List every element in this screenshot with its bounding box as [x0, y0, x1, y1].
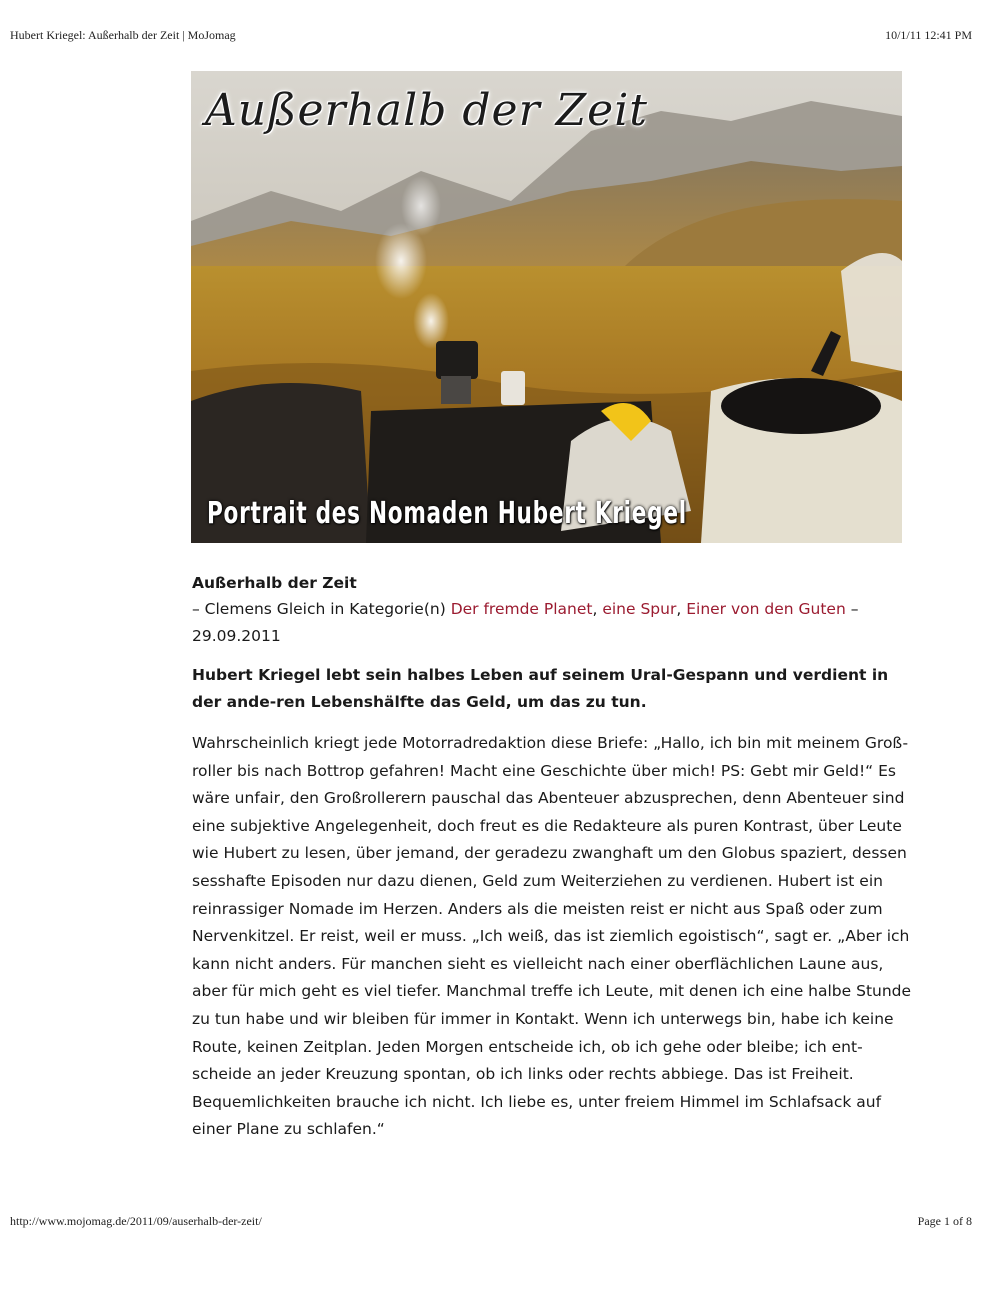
landscape-illustration	[191, 71, 902, 543]
article-lead: Hubert Kriegel lebt sein halbes Leben auf seinem Ural-Gespann und verdient in der ande-ren Lebenshälfte das Geld, um das zu tun.	[192, 666, 889, 711]
article-body: Wahrscheinlich kriegt jede Motorradredaktion diese Briefe: „Hallo, ich bin mit meinem Groß-roller bis nach Bottrop gefahren! Macht eine Geschichte über mich! PS: Gebt mir Geld!“ Es wäre unfair, den Großrollerern pauschal das Abenteuer abzusprechen, denn Abenteuer sind eine subjektive Angelegenheit, doch freut es die Redakteure als puren Kontrast, über Leute wie Hubert zu lesen, über jemand, der geradezu zwanghaft um den Globus spaziert, dessen sesshafte Episoden nur dazu dienen, Geld zum Weiterziehen zu verdienen. Hubert ist ein reinrassiger Nomade im Herzen. Anders als die meisten reist er nicht aus Spaß oder zum Nervenkitzel. Er reist, weil er muss. „Ich weiß, das ist ziemlich egoistisch“, sagt er. „Aber ich kann nicht anders. Für manchen sieht es vielleicht nach einer oberflächlichen Laune aus, aber für mich geht es viel tiefer. Manchmal treffe ich Leute, mit denen ich eine halbe Stunde zu tun habe und wir bleiben für immer in Kontakt. Wenn ich unterwegs bin, habe ich keine Route, keinen Zeitplan. Jeden Morgen entscheide ich, ob ich gehe oder bleibe; ich ent-scheide an jeder Kreuzung spontan, ob ich links oder rechts abbiege. Das ist Freiheit. Bequemlichkeiten brauche ich nicht. Ich liebe es, unter freiem Himmel im Schlafsack auf einer Plane zu schlafen.“	[192, 734, 912, 1139]
page-url: http://www.mojomag.de/2011/09/auserhalb-der-zeit/	[10, 1214, 262, 1228]
byline-author-text: – Clemens Gleich in Kategorie(n)	[192, 600, 451, 618]
publish-date: 29.09.2011	[192, 627, 281, 645]
byline-separator: ,	[676, 600, 687, 618]
byline-suffix: –	[845, 600, 859, 618]
byline-separator: ,	[592, 600, 603, 618]
category-link-einer-von-den-guten[interactable]: Einer von den Guten	[686, 600, 846, 618]
page-title: Hubert Kriegel: Außerhalb der Zeit | MoJomag	[10, 28, 236, 42]
print-footer	[10, 1214, 972, 1229]
hero-title-text: Außerhalb der Zeit	[205, 85, 648, 136]
category-link-eine-spur[interactable]: eine Spur	[602, 600, 677, 618]
print-datetime: 10/1/11 12:41 PM	[885, 28, 972, 42]
print-header	[10, 28, 972, 43]
article-title: Außerhalb der Zeit	[192, 574, 357, 592]
article	[192, 570, 912, 1144]
page-indicator: Page 1 of 8	[917, 1214, 972, 1228]
category-link-der-fremde-planet[interactable]: Der fremde Planet	[450, 600, 593, 618]
hero-image	[191, 71, 902, 543]
byline	[192, 596, 912, 650]
hero-caption-text: Portrait des Nomaden Hubert Kriegel	[207, 496, 687, 531]
